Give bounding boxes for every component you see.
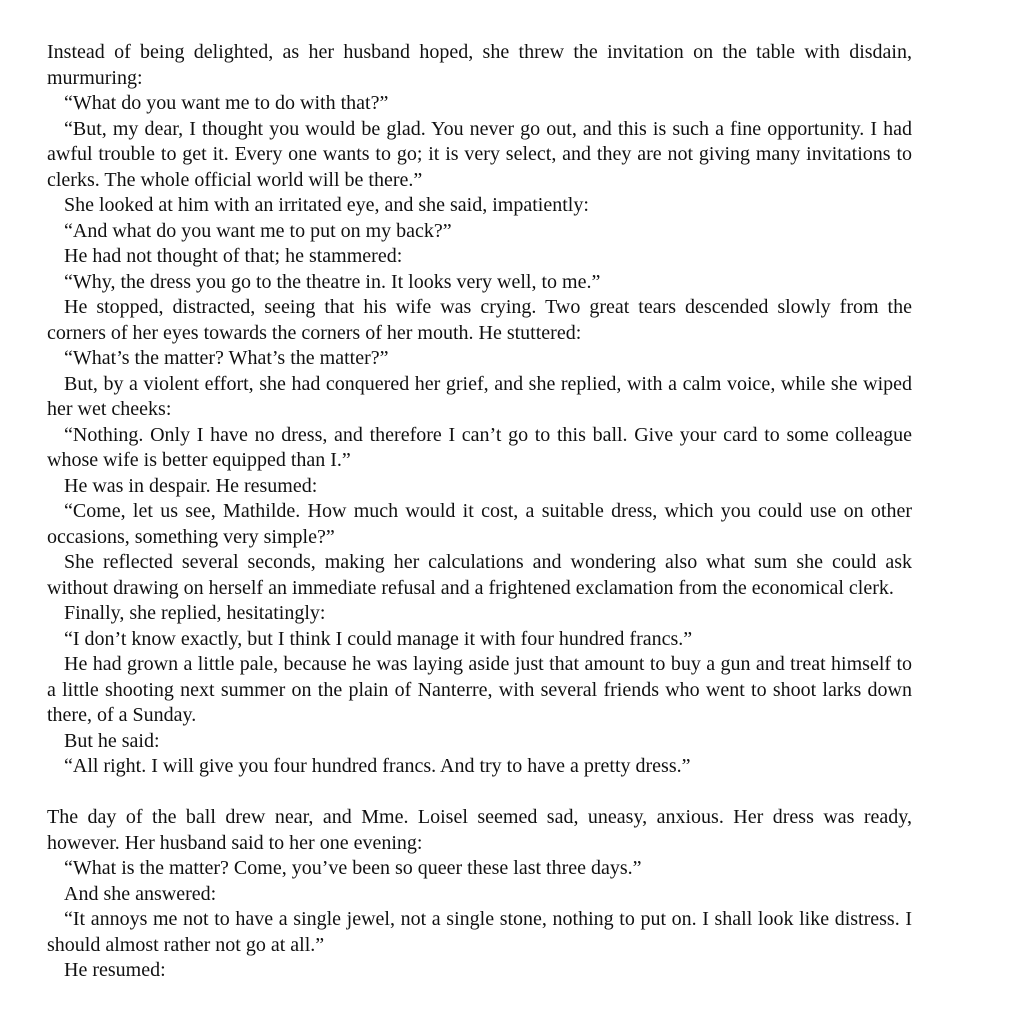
paragraph: He had grown a little pale, because he was laying aside just that amount to buy a gun and treat himself to a little shooting next summer on the plain of Nanterre, with several friends who went to shoot larks down there, of a Sunday. (47, 653, 912, 726)
paragraph: “But, my dear, I thought you would be glad. You never go out, and this is such a fine opportunity. I had awful trouble to get it. Every one wants to go; it is very select, and they are not giving many invitations to clerks. The whole official world will be there.” (47, 117, 912, 191)
paragraph: He was in despair. He resumed: (64, 474, 318, 497)
paragraph: “What’s the matter? What’s the matter?” (64, 347, 389, 369)
paragraph: He had not thought of that; he stammered: (64, 245, 403, 267)
paragraph: “What do you want me to do with that?” (64, 92, 389, 114)
paragraph: “What is the matter? Come, you’ve been so queer these last three days.” (64, 857, 642, 879)
paragraph: And she answered: (64, 882, 217, 905)
paragraph: He resumed: (64, 959, 166, 981)
paragraph: But, by a violent effort, she had conquered her grief, and she replied, with a calm voice, while she wiped her wet cheeks: (47, 372, 912, 420)
paragraph: He stopped, distracted, seeing that his wife was crying. Two great tears descended slowly from the corners of her eyes towards the corners of her mouth. He stuttered: (47, 296, 912, 344)
paragraph: “Why, the dress you go to the theatre in. It looks very well, to me.” (64, 270, 601, 293)
text-body (47, 40, 912, 984)
paragraph: She reflected several seconds, making her calculations and wondering also what sum she could ask without drawing on herself an immediate refusal and a frightened exclamation from the economical clerk. (47, 551, 912, 599)
paragraph: “Come, let us see, Mathilde. How much would it cost, a suitable dress, which you could use on other occasions, something very simple?” (47, 500, 912, 548)
paragraph: “I don’t know exactly, but I think I could manage it with four hundred francs.” (64, 627, 693, 650)
paragraph: Finally, she replied, hesitatingly: (64, 602, 326, 624)
section-break (47, 780, 912, 806)
paragraph: But he said: (64, 729, 160, 752)
paragraph: The day of the ball drew near, and Mme. Loisel seemed sad, uneasy, anxious. Her dress was ready, however. Her husband said to her one evening: (47, 806, 912, 854)
paragraph: “Nothing. Only I have no dress, and therefore I can’t go to this ball. Give your card to some colleague whose wife is better equipped than I.” (47, 423, 912, 471)
paragraph: She looked at him with an irritated eye, and she said, impatiently: (64, 194, 589, 216)
paragraph: Instead of being delighted, as her husband hoped, she threw the invitation on the table with disdain, murmuring: (47, 41, 912, 89)
paragraph: “All right. I will give you four hundred francs. And try to have a pretty dress.” (64, 755, 691, 777)
paragraph: “And what do you want me to put on my back?” (64, 219, 452, 242)
paragraph: “It annoys me not to have a single jewel, not a single stone, nothing to put on. I shall look like distress. I should almost rather not go at all.” (47, 908, 912, 956)
